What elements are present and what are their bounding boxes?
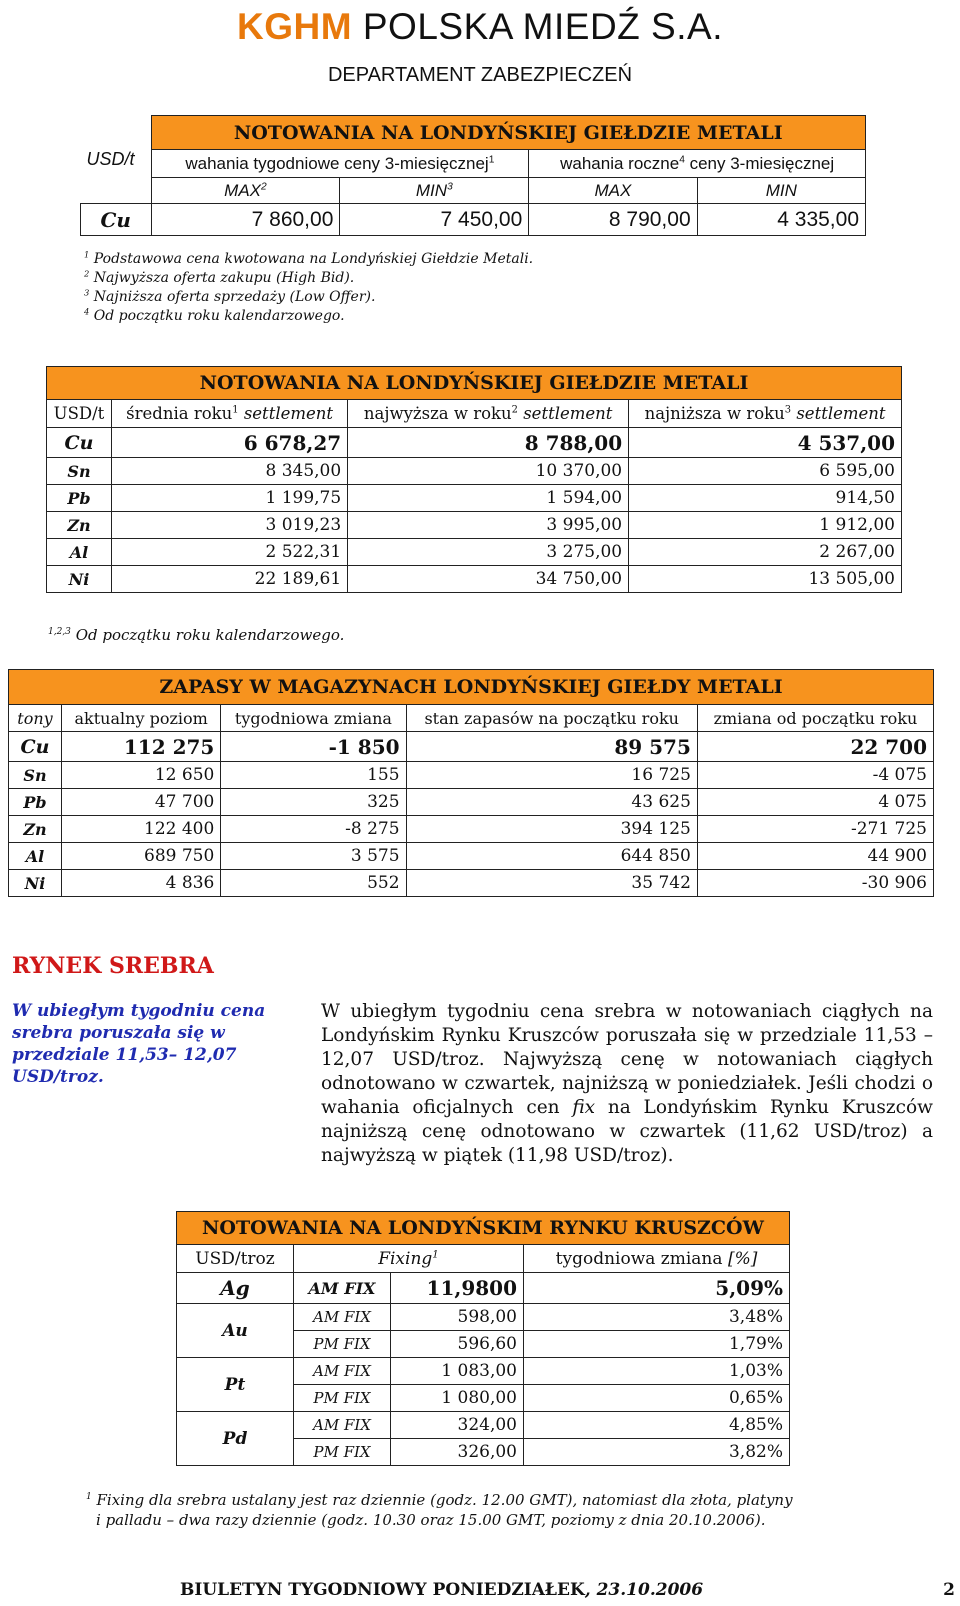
table-title: NOTOWANIA NA LONDYŃSKIEJ GIEŁDZIE METALI bbox=[47, 367, 902, 400]
metal-symbol: Cu bbox=[81, 204, 152, 236]
table-row bbox=[9, 789, 934, 816]
table-row bbox=[47, 539, 902, 566]
unit-label: tony bbox=[9, 705, 62, 732]
table-row bbox=[9, 870, 934, 897]
col-yearly-low: najniższa w roku$^3$ settlement bbox=[629, 400, 902, 428]
value-cell: 3,48% bbox=[524, 1304, 790, 1331]
col-change-since-start: zmiana od początku roku bbox=[697, 705, 933, 732]
value-cell: 4 537,00 bbox=[629, 428, 902, 458]
col-min: MIN$^3$ bbox=[340, 178, 529, 204]
value-cell: 22 700 bbox=[697, 732, 933, 762]
value-cell: 8 345,00 bbox=[112, 458, 348, 485]
table-row bbox=[177, 1273, 790, 1304]
value-cell: 7 450,00 bbox=[340, 204, 529, 236]
table1-notes bbox=[84, 250, 533, 326]
value-cell: 598,00 bbox=[391, 1304, 524, 1331]
col-stock-start-year: stan zapasów na początku roku bbox=[406, 705, 697, 732]
table-row bbox=[47, 566, 902, 593]
fix-type: AM FIX bbox=[294, 1273, 391, 1304]
value-cell: 16 725 bbox=[406, 762, 697, 789]
fix-type: PM FIX bbox=[294, 1385, 391, 1412]
metal-symbol: Ni bbox=[47, 566, 112, 593]
value-cell: 324,00 bbox=[391, 1412, 524, 1439]
value-cell: 3 275,00 bbox=[348, 539, 629, 566]
unit-label: USD/t bbox=[81, 116, 152, 204]
silver-body: W ubiegłym tygodniu cena srebra w notowaniach ciągłych na Londyńskim Rynku Kruszców poruszała się w przedziale 11,53 – 12,07 USD/troz. Najwyższą cenę w notowaniach ciągłych odnotowano w czwartek, najniższą w poniedziałek. Jeśli chodzi o wahania oficjalnych cen fix na Londyńskim Rynku Kruszców najniższą cenę odnotowano w czwartek (11,62 USD/troz) a najwyższą w piątek (11,98 USD/troz). bbox=[321, 1001, 933, 1166]
metal-symbol: Pb bbox=[47, 485, 112, 512]
table-row bbox=[177, 1412, 790, 1439]
table-row bbox=[177, 1358, 790, 1385]
value-cell: 0,65% bbox=[524, 1385, 790, 1412]
bulletin-date: , 23.10.2006 bbox=[584, 1580, 704, 1600]
table-row bbox=[177, 1304, 790, 1331]
value-cell: 552 bbox=[221, 870, 406, 897]
value-cell: 43 625 bbox=[406, 789, 697, 816]
metal-symbol: Zn bbox=[9, 816, 62, 843]
value-cell: 394 125 bbox=[406, 816, 697, 843]
value-cell: 644 850 bbox=[406, 843, 697, 870]
table-title: NOTOWANIA NA LONDYŃSKIM RYNKU KRUSZCÓW bbox=[177, 1212, 790, 1245]
col-fixing: Fixing$^1$ bbox=[294, 1245, 524, 1273]
footnote: i palladu – dwa razy dziennie (godz. 10.30 oraz 15.00 GMT, poziomy z dnia 20.10.2006). bbox=[96, 1511, 766, 1529]
page-number: 2 bbox=[943, 1580, 955, 1600]
table-row bbox=[47, 485, 902, 512]
value-cell: 4 075 bbox=[697, 789, 933, 816]
value-cell: -8 275 bbox=[221, 816, 406, 843]
metal-symbol: Al bbox=[9, 843, 62, 870]
value-cell: 8 788,00 bbox=[348, 428, 629, 458]
value-cell: -4 075 bbox=[697, 762, 933, 789]
value-cell: 1,79% bbox=[524, 1331, 790, 1358]
col-weekly-change: tygodniowa zmiana bbox=[221, 705, 406, 732]
footnote: $^4$ Od początku roku kalendarzowego. bbox=[84, 306, 345, 324]
col-min-year: MIN bbox=[697, 178, 865, 204]
fix-type: AM FIX bbox=[294, 1412, 391, 1439]
footnote: $^1$ Fixing dla srebra ustalany jest raz dziennie (godz. 12.00 GMT), natomiast dla złota, platyny bbox=[86, 1491, 793, 1509]
weekly-range-header: wahania tygodniowe ceny 3-miesięcznej$^1$ bbox=[151, 150, 529, 178]
metal-symbol: Ni bbox=[9, 870, 62, 897]
table-row bbox=[47, 428, 902, 458]
value-cell: 122 400 bbox=[62, 816, 221, 843]
value-cell: 1 080,00 bbox=[391, 1385, 524, 1412]
value-cell: 11,9800 bbox=[391, 1273, 524, 1304]
value-cell: 10 370,00 bbox=[348, 458, 629, 485]
value-cell: 12 650 bbox=[62, 762, 221, 789]
fix-type: AM FIX bbox=[294, 1304, 391, 1331]
value-cell: 1 199,75 bbox=[112, 485, 348, 512]
value-cell: 326,00 bbox=[391, 1439, 524, 1466]
table-row bbox=[9, 732, 934, 762]
col-weekly-change: tygodniowa zmiana [%] bbox=[524, 1245, 790, 1273]
value-cell: 89 575 bbox=[406, 732, 697, 762]
value-cell: 155 bbox=[221, 762, 406, 789]
company-name: POLSKA MIEDŹ S.A. bbox=[362, 6, 723, 47]
fix-type: PM FIX bbox=[294, 1439, 391, 1466]
value-cell: 1,03% bbox=[524, 1358, 790, 1385]
value-cell: 8 790,00 bbox=[529, 204, 697, 236]
lme-yearly-table bbox=[46, 366, 902, 593]
unit-label: USD/t bbox=[47, 400, 112, 428]
metal-symbol: Sn bbox=[47, 458, 112, 485]
metal-symbol: Pt bbox=[177, 1358, 294, 1412]
value-cell: 6 595,00 bbox=[629, 458, 902, 485]
brand-name: KGHM bbox=[237, 6, 353, 47]
value-cell: 5,09% bbox=[524, 1273, 790, 1304]
table-title: NOTOWANIA NA LONDYŃSKIEJ GIEŁDZIE METALI bbox=[151, 116, 866, 150]
metal-symbol: Cu bbox=[47, 428, 112, 458]
value-cell: 1 912,00 bbox=[629, 512, 902, 539]
metal-symbol: Pb bbox=[9, 789, 62, 816]
bulletin-label: BIULETYN TYGODNIOWY PONIEDZIAŁEK bbox=[180, 1580, 585, 1600]
silver-lead: W ubiegłym tygodniu cena srebra poruszała się w przedziale 11,53– 12,07 USD/troz. bbox=[12, 1001, 266, 1087]
metal-symbol: Ag bbox=[177, 1273, 294, 1304]
value-cell: 13 505,00 bbox=[629, 566, 902, 593]
col-yearly-high: najwyższa w roku$^2$ settlement bbox=[348, 400, 629, 428]
table-title: ZAPASY W MAGAZYNACH LONDYŃSKIEJ GIEŁDY METALI bbox=[9, 670, 934, 705]
fix-type: PM FIX bbox=[294, 1331, 391, 1358]
table2-note: $^{1,2,3}$ Od początku roku kalendarzowego. bbox=[48, 626, 345, 644]
value-cell: 22 189,61 bbox=[112, 566, 348, 593]
value-cell: 4 335,00 bbox=[697, 204, 865, 236]
section-heading-silver: RYNEK SREBRA bbox=[12, 953, 214, 979]
value-cell: -1 850 bbox=[221, 732, 406, 762]
department-name: DEPARTAMENT ZABEZPIECZEŃ bbox=[327, 64, 633, 86]
lme-weekly-table bbox=[80, 115, 866, 236]
col-max: MAX$^2$ bbox=[151, 178, 340, 204]
value-cell: 4,85% bbox=[524, 1412, 790, 1439]
value-cell: -271 725 bbox=[697, 816, 933, 843]
table4-note bbox=[86, 1490, 793, 1530]
bullion-market-table bbox=[176, 1211, 790, 1466]
metal-symbol: Al bbox=[47, 539, 112, 566]
metal-symbol: Au bbox=[177, 1304, 294, 1358]
footnote: $^3$ Najniższa oferta sprzedaży (Low Offer). bbox=[84, 287, 376, 305]
value-cell: 596,60 bbox=[391, 1331, 524, 1358]
value-cell: 3 019,23 bbox=[112, 512, 348, 539]
value-cell: 44 900 bbox=[697, 843, 933, 870]
yearly-range-header: wahania roczne$^4$ ceny 3-miesięcznej bbox=[529, 150, 866, 178]
value-cell: 1 083,00 bbox=[391, 1358, 524, 1385]
metal-symbol: Zn bbox=[47, 512, 112, 539]
value-cell: 112 275 bbox=[62, 732, 221, 762]
company-title bbox=[0, 6, 960, 48]
footnote: $^2$ Najwyższa oferta zakupu (High Bid). bbox=[84, 268, 355, 286]
value-cell: 914,50 bbox=[629, 485, 902, 512]
bulletin-footer bbox=[180, 1580, 955, 1600]
value-cell: 6 678,27 bbox=[112, 428, 348, 458]
col-yearly-avg: średnia roku$^1$ settlement bbox=[112, 400, 348, 428]
metal-symbol: Pd bbox=[177, 1412, 294, 1466]
fix-type: AM FIX bbox=[294, 1358, 391, 1385]
value-cell: 1 594,00 bbox=[348, 485, 629, 512]
metal-symbol: Sn bbox=[9, 762, 62, 789]
col-current-level: aktualny poziom bbox=[62, 705, 221, 732]
value-cell: 35 742 bbox=[406, 870, 697, 897]
value-cell: 3 575 bbox=[221, 843, 406, 870]
table-row bbox=[9, 816, 934, 843]
table-row bbox=[9, 762, 934, 789]
value-cell: 4 836 bbox=[62, 870, 221, 897]
lme-stocks-table bbox=[8, 669, 934, 897]
value-cell: 325 bbox=[221, 789, 406, 816]
value-cell: -30 906 bbox=[697, 870, 933, 897]
value-cell: 689 750 bbox=[62, 843, 221, 870]
value-cell: 47 700 bbox=[62, 789, 221, 816]
table-row bbox=[9, 843, 934, 870]
value-cell: 2 522,31 bbox=[112, 539, 348, 566]
metal-symbol: Cu bbox=[9, 732, 62, 762]
value-cell: 2 267,00 bbox=[629, 539, 902, 566]
value-cell: 34 750,00 bbox=[348, 566, 629, 593]
value-cell: 3,82% bbox=[524, 1439, 790, 1466]
table-row bbox=[47, 512, 902, 539]
footnote: $^1$ Podstawowa cena kwotowana na Londyńskiej Giełdzie Metali. bbox=[84, 249, 534, 267]
col-max-year: MAX bbox=[529, 178, 697, 204]
table-row bbox=[47, 458, 902, 485]
value-cell: 3 995,00 bbox=[348, 512, 629, 539]
unit-label: USD/troz bbox=[177, 1245, 294, 1273]
value-cell: 7 860,00 bbox=[151, 204, 340, 236]
